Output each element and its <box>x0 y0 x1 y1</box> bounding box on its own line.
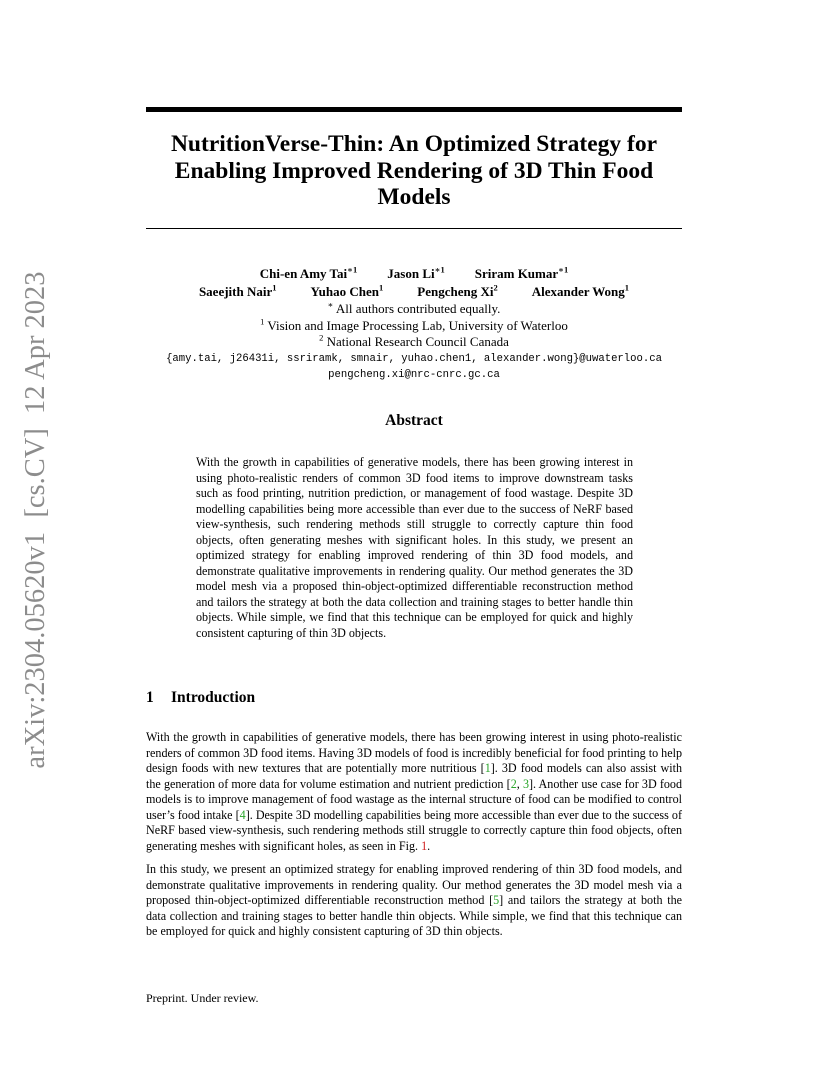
author: Yuhao Chen$^1$ <box>310 282 384 299</box>
abstract-text: With the growth in capabilities of generative models, there has been growing interest in using photo-realistic renders of common 3D food items to improve downstream tasks such as food printing, nutrition prediction, or management of food wastage. Despite 3D modelling capabilities being more accessible than ever due to the success of NeRF based view-synthesis, such rendering methods still struggle to correctly capture thin food objects, often generating meshes with significant holes. In this study, we present an optimized strategy for enabling improved rendering of thin 3D food models, and demonstrate qualitative improvements in rendering quality. Our method generates the 3D model mesh via a proposed thin-object-optimized differentiable reconstruction method and tailors the strategy at both the data collection and training stages to better handle thin objects. While simple, we find that this technique can be employed for quick and highly consistent capturing of thin 3D objects. <box>196 455 633 640</box>
affiliation: $^1$ Vision and Image Processing Lab, University of Waterloo <box>260 316 568 333</box>
author-row-1 <box>100 265 728 283</box>
email-line: {amy.tai, j26431i, ssriramk, smnair, yuhao.chen1, alexander.wong}@uwaterloo.ca <box>166 352 662 365</box>
paragraph: In this study, we present an optimized strategy for enabling improved rendering of thin 3D food models, and demonstrate qualitative improvements in rendering quality. Our method generates the 3D model mesh via a proposed thin-object-optimized differentiable reconstruction method [5] and tailors the strategy at both the data collection and training stages to better handle thin objects. While simple, we find that this technique can be employed for quick and highly consistent capturing of 3D thin objects. <box>146 862 682 938</box>
paragraph: With the growth in capabilities of generative models, there has been growing interest in using photo-realistic renders of common 3D food items. Having 3D models of food is incredibly beneficial for food printing to help design foods with new textures that are potentially more nutritious [1]. 3D food models can also assist with the generation of more data for volume estimation and nutrient prediction [2, 3]. Another use case for 3D food models is to improve management of food wastage as the internal structure of food can be modified to control user’s food intake [4]. Despite 3D modelling capabilities being more accessible than ever due to the success of NeRF based view-synthesis, such rendering methods still struggle to correctly capture thin food objects, often generating meshes with significant holes, as seen in Fig. 1. <box>146 730 683 853</box>
citation-link[interactable]: 5 <box>493 893 500 907</box>
title-line: Models <box>377 184 451 210</box>
footer-note: Preprint. Under review. <box>146 991 259 1005</box>
author: Jason $Li^{∗1}$ <box>387 264 445 281</box>
affiliation: $^2$ National Research Council Canada <box>319 332 509 349</box>
paper-title <box>146 131 682 211</box>
title-line: Enabling Improved Rendering of 3D Thin Food <box>174 157 654 184</box>
citation-link[interactable]: 2 <box>510 776 517 791</box>
author-block <box>100 265 728 383</box>
title-line: NutritionVerse-Thin: An Optimized Strategy for <box>170 131 658 157</box>
affiliation-note: ∗ All authors contributed equally. <box>327 299 501 316</box>
author: Alexander Wong$^1$ <box>531 282 630 299</box>
introduction-body <box>146 730 682 948</box>
section-heading <box>146 689 255 707</box>
citation-link[interactable]: 4 <box>239 807 246 822</box>
abstract-heading: Abstract <box>385 412 443 429</box>
author-row-2 <box>100 283 728 301</box>
section-title: Introduction <box>171 689 256 706</box>
citation-link[interactable]: 3 <box>522 776 529 791</box>
author: Sriram Kumar$^{∗1}$ <box>474 264 569 281</box>
title-bottom-rule <box>146 228 682 229</box>
email-line: pengcheng.xi@nrc-cnrc.gc.ca <box>328 368 500 381</box>
figure-link[interactable]: 1 <box>421 838 428 853</box>
arxiv-stamp-text: arXiv:2304.05620v1 [cs.CV] 12 Apr 2023 <box>20 271 51 769</box>
section-number: 1 <box>146 689 154 706</box>
title-top-rule <box>146 107 682 112</box>
author: Chi-en Amy Tai$^{∗1}$ <box>259 264 358 281</box>
author: Saeejith Nair$^1$ <box>198 282 277 299</box>
citation-link[interactable]: 1 <box>484 761 491 775</box>
author: Pengcheng Xi$^2$ <box>417 282 498 299</box>
